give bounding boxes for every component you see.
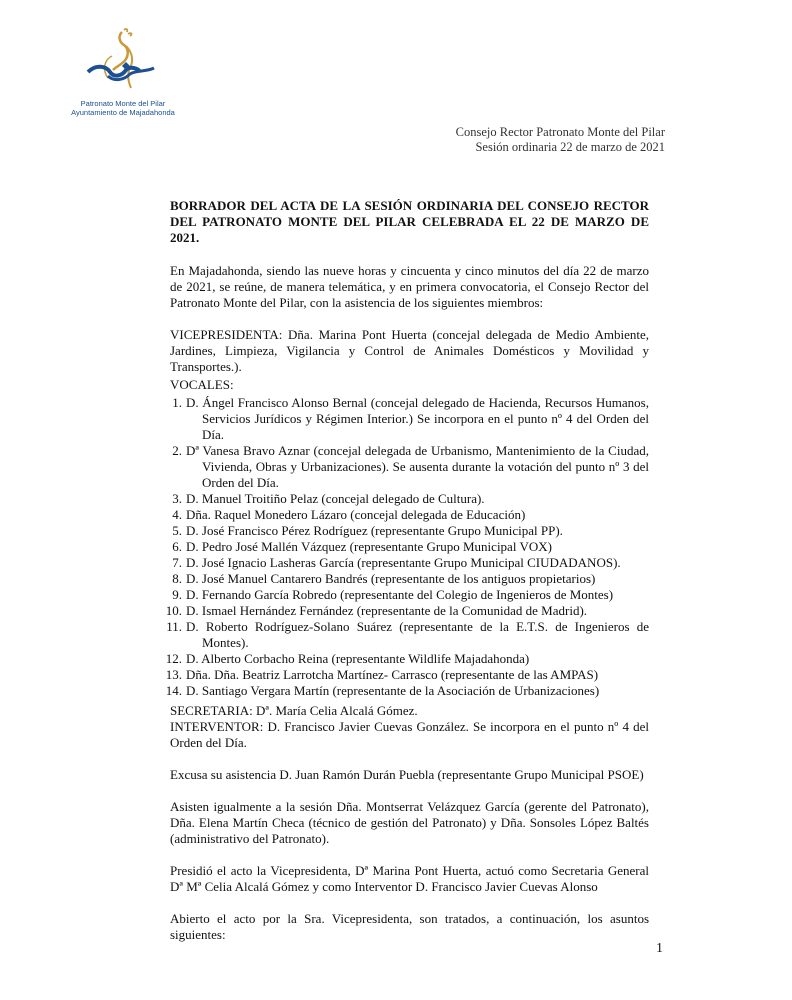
vocal-text: D. Santiago Vergara Martín (representante de la Asociación de Urbanizaciones): [186, 683, 600, 698]
vocal-number: 11.: [166, 619, 182, 634]
vocal-text: D. Roberto Rodríguez-Solano Suárez (representante de la E.T.S. de Ingenieros de Montes).: [186, 619, 649, 650]
vocal-number: 7.: [172, 555, 182, 570]
vocal-list-item: [166, 619, 649, 651]
vocal-list-item: [170, 571, 649, 587]
patronato-logo: [68, 26, 178, 122]
intro-paragraph: En Majadahonda, siendo las nueve horas y cincuenta y cinco minutos del día 22 de marzo de 2021, se reúne, de manera telemática, y en primera convocatoria, el Consejo Rector del Patronato Monte del Pilar, con la asistencia de los siguientes miembros:: [170, 263, 649, 310]
vocal-list-item: [170, 555, 649, 571]
abierto-paragraph: Abierto el acto por la Sra. Vicepresidenta, son tratados, a continuación, los asuntos siguientes:: [170, 911, 649, 942]
vocal-number: 6.: [172, 539, 182, 554]
secretaria-line: SECRETARIA: Dª. María Celia Alcalá Gómez.: [170, 703, 418, 718]
vocal-text: Dña. Raquel Monedero Lázaro (concejal delegada de Educación): [186, 507, 526, 522]
vocal-number: 2.: [172, 443, 182, 458]
vocal-text: D. José Francisco Pérez Rodríguez (representante Grupo Municipal PP).: [186, 523, 563, 538]
vocales-label: VOCALES:: [170, 377, 234, 392]
vocal-list-item: [170, 443, 649, 491]
logo-line-1: Patronato Monte del Pilar: [80, 99, 166, 108]
deer-logo-icon: [82, 26, 162, 98]
vocal-list-item: [170, 491, 649, 507]
presidio-paragraph: Presidió el acto la Vicepresidenta, Dª Marina Pont Huerta, actuó como Secretaria General Dª Mª Celia Alcalá Gómez y como Interventor D. Francisco Javier Cuevas Alonso: [170, 863, 649, 894]
vocal-list-item: [165, 603, 649, 619]
vocal-number: 8.: [172, 571, 182, 586]
header-line-2: Sesión ordinaria 22 de marzo de 2021: [475, 140, 665, 154]
vocal-number: 14.: [165, 683, 182, 698]
vocal-text: Dª Vanesa Bravo Aznar (concejal delegada de Urbanismo, Mantenimiento de la Ciudad, Vivienda, Obras y Urbanizaciones). Se ausenta durante la votación del punto nº 3 del Orden del Día.: [186, 443, 649, 490]
asisten-paragraph: Asisten igualmente a la sesión Dña. Montserrat Velázquez García (gerente del Patronato), Dña. Elena Martín Checa (técnico de gestión del Patronato) y Dña. Sonsoles López Baltés (administrativo del Patronato).: [170, 799, 649, 846]
vocal-number: 1.: [172, 395, 182, 410]
vocal-number: 4.: [172, 507, 182, 522]
interventor-paragraph: INTERVENTOR: D. Francisco Javier Cuevas González. Se incorpora en el punto nº 4 del Orden del Día.: [170, 719, 649, 750]
vocal-text: Dña. Dña. Beatriz Larrotcha Martínez- Carrasco (representante de las AMPAS): [186, 667, 599, 682]
vocal-text: D. Alberto Corbacho Reina (representante Wildlife Majadahonda): [186, 651, 530, 666]
vocal-list-item: [170, 539, 649, 555]
vocal-list-item: [165, 683, 649, 699]
vocal-text: D. José Manuel Cantarero Bandrés (representante de los antiguos propietarios): [186, 571, 596, 586]
vicepresidenta-paragraph: VICEPRESIDENTA: Dña. Marina Pont Huerta (concejal delegada de Medio Ambiente, Jardines, Limpieza, Vigilancia y Control de Animales Domésticos y Movilidad y Transportes.).: [170, 327, 649, 374]
vocal-list-item: [165, 651, 649, 667]
logo-line-2: Ayuntamiento de Majadahonda: [71, 108, 175, 117]
vocal-number: 12.: [165, 651, 182, 666]
excusa-paragraph: Excusa su asistencia D. Juan Ramón Durán Puebla (representante Grupo Municipal PSOE): [170, 767, 644, 782]
vocales-list: [165, 395, 649, 699]
vocal-text: D. Pedro José Mallén Vázquez (representante Grupo Municipal VOX): [186, 539, 552, 554]
vocal-list-item: [170, 523, 649, 539]
document-header: [456, 125, 665, 155]
vocal-list-item: [170, 395, 649, 443]
vocal-text: D. Manuel Troitiño Pelaz (concejal delegado de Cultura).: [186, 491, 485, 506]
vocal-text: D. Fernando García Robredo (representante del Colegio de Ingenieros de Montes): [186, 587, 614, 602]
vocal-number: 3.: [172, 491, 182, 506]
vocal-number: 10.: [165, 603, 182, 618]
document-body: [165, 198, 649, 959]
page-number: 1: [656, 941, 663, 956]
vocal-text: D. José Ignacio Lasheras García (representante Grupo Municipal CIUDADANOS).: [186, 555, 621, 570]
vocal-text: D. Ismael Hernández Fernández (representante de la Comunidad de Madrid).: [186, 603, 588, 618]
vocal-list-item: [165, 667, 649, 683]
document-title: BORRADOR DEL ACTA DE LA SESIÓN ORDINARIA DEL CONSEJO RECTOR DEL PATRONATO MONTE DEL PILAR CELEBRADA EL 22 DE MARZO DE 2021.: [170, 198, 649, 245]
vocal-number: 5.: [172, 523, 182, 538]
vocal-list-item: [170, 507, 649, 523]
header-line-1: Consejo Rector Patronato Monte del Pilar: [455, 125, 665, 139]
vocal-text: D. Ángel Francisco Alonso Bernal (concejal delegado de Hacienda, Recursos Humanos, Servicios Jurídicos y Régimen Interior.) Se incorpora en el punto nº 4 del Orden del Día.: [186, 395, 649, 442]
vocal-number: 9.: [172, 587, 182, 602]
vocal-list-item: [170, 587, 649, 603]
vocal-number: 13.: [165, 667, 182, 682]
